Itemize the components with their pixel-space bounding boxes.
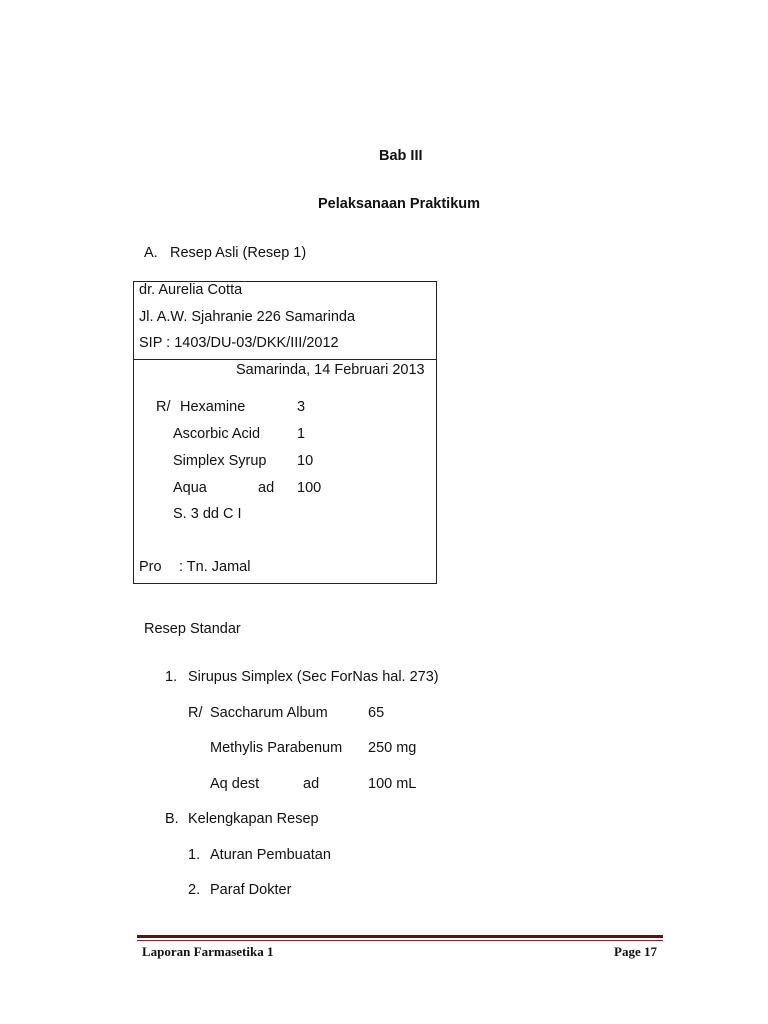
rx-item-qty: 100 bbox=[297, 480, 322, 496]
std-ingredient-qty: 100 mL bbox=[368, 776, 417, 792]
rx-item-ad: ad bbox=[258, 480, 275, 496]
footer-title: Laporan Farmasetika 1 bbox=[142, 944, 274, 959]
rx-symbol: R/ bbox=[156, 399, 171, 415]
section-b-marker: B. bbox=[165, 811, 179, 827]
standard-item-title: Sirupus Simplex (Sec ForNas hal. 273) bbox=[188, 669, 439, 685]
footer-rule bbox=[137, 935, 663, 938]
section-b-item-marker: 1. bbox=[188, 847, 201, 863]
std-ingredient-name: Saccharum Album bbox=[210, 705, 328, 721]
section-b-item-text: Paraf Dokter bbox=[210, 882, 292, 898]
rx-item-name: Simplex Syrup bbox=[173, 453, 267, 469]
rx-item-name: Aqua bbox=[173, 480, 207, 496]
section-b-title: Kelengkapan Resep bbox=[188, 811, 319, 827]
rx-item-qty: 10 bbox=[297, 453, 314, 469]
patient-name: : Tn. Jamal bbox=[179, 559, 251, 575]
std-rx-symbol: R/ bbox=[188, 705, 203, 721]
rx-item-qty: 3 bbox=[297, 399, 306, 415]
standard-item-marker: 1. bbox=[165, 669, 178, 685]
doctor-address: Jl. A.W. Sjahranie 226 Samarinda bbox=[139, 309, 356, 325]
section-a-title: Resep Asli (Resep 1) bbox=[170, 245, 307, 261]
prescription-divider bbox=[134, 359, 436, 360]
std-ingredient-ad: ad bbox=[303, 776, 320, 792]
footer-rule-thin bbox=[137, 940, 663, 941]
standard-title: Resep Standar bbox=[144, 621, 241, 637]
rx-item-name: Hexamine bbox=[180, 399, 246, 415]
patient-label: Pro bbox=[139, 559, 162, 575]
page-heading: Pelaksanaan Praktikum bbox=[318, 196, 481, 212]
std-ingredient-qty: 65 bbox=[368, 705, 385, 721]
std-ingredient-qty: 250 mg bbox=[368, 740, 417, 756]
place-date: Samarinda, 14 Februari 2013 bbox=[236, 362, 425, 378]
doctor-sip: SIP : 1403/DU-03/DKK/III/2012 bbox=[139, 335, 339, 351]
section-b-item-marker: 2. bbox=[188, 882, 201, 898]
doctor-name: dr. Aurelia Cotta bbox=[139, 282, 243, 298]
page-number: Page 17 bbox=[614, 944, 657, 959]
chapter-title: Bab III bbox=[379, 148, 423, 164]
prescription-box bbox=[133, 281, 437, 584]
std-ingredient-name: Methylis Parabenum bbox=[210, 740, 343, 756]
section-b-item-text: Aturan Pembuatan bbox=[210, 847, 331, 863]
rx-item-name: Ascorbic Acid bbox=[173, 426, 261, 442]
section-a-marker: A. bbox=[144, 245, 158, 261]
std-ingredient-name: Aq dest bbox=[210, 776, 260, 792]
rx-signa: S. 3 dd C I bbox=[173, 506, 242, 522]
rx-item-qty: 1 bbox=[297, 426, 306, 442]
